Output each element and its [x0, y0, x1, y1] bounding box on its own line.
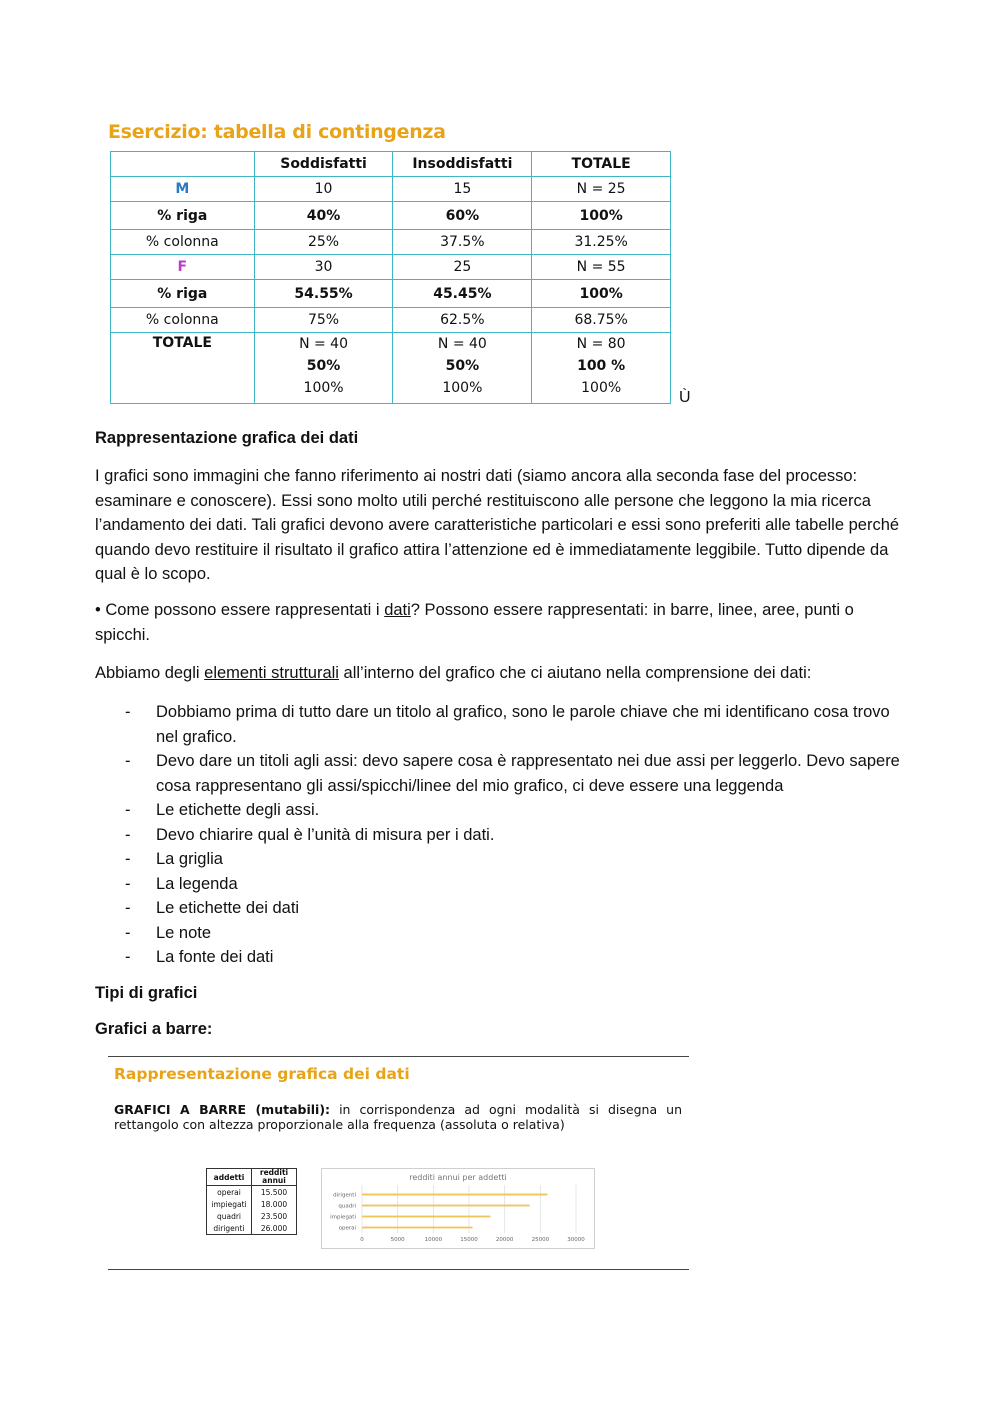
table-cell: 62.5% [393, 308, 532, 333]
list-item: - La fonte dei dati [95, 945, 905, 970]
table-cell [393, 333, 532, 404]
table-row [111, 333, 671, 404]
x-tick-label: 5000 [390, 1237, 405, 1243]
list-item: - La griglia [95, 847, 905, 872]
paragraph [95, 598, 905, 647]
slide-title: Rappresentazione grafica dei dati [114, 1065, 410, 1083]
table-row [207, 1222, 297, 1235]
bar [362, 1227, 473, 1229]
table-row [111, 280, 671, 308]
cell-line: 50% [445, 358, 480, 374]
row-label: % riga [111, 280, 255, 308]
bar [362, 1194, 547, 1196]
row-label-f: F [111, 255, 255, 280]
text-span: Abbiamo degli [95, 664, 205, 682]
table-cell: 15 [393, 177, 532, 202]
paragraph [95, 661, 905, 686]
x-tick-label: 25000 [531, 1237, 550, 1243]
column-header-totale: TOTALE [532, 152, 671, 177]
x-tick-label: 15000 [460, 1237, 478, 1243]
row-label: % colonna [111, 230, 255, 255]
table-cell: impiegati [207, 1198, 252, 1210]
list-item: - Devo chiarire qual è l’unità di misura per i dati. [95, 823, 905, 848]
table-row [207, 1210, 297, 1222]
table-cell: quadri [207, 1210, 252, 1222]
table-row [207, 1198, 297, 1210]
table-cell: 25 [393, 255, 532, 280]
table-row [111, 255, 671, 280]
table-cell: 68.75% [532, 308, 671, 333]
list-item: - Dobbiamo prima di tutto dare un titolo al grafico, sono le parole chiave che mi identificano cosa trovo nel grafico. [95, 700, 905, 749]
table-cell: N = 55 [532, 255, 671, 280]
table-cell: 100% [532, 202, 671, 230]
text-span: GRAFICI A BARRE (mutabili): [114, 1102, 331, 1117]
table-cell: 31.25% [532, 230, 671, 255]
list-item: - Le etichette degli assi. [95, 798, 905, 823]
list-item: - Le note [95, 921, 905, 946]
list-item: - Devo dare un titoli agli assi: devo sapere cosa è rappresentato nei due assi per leggerlo. Devo sapere cosa rappresentano gli assi/spicchi/linee del mio grafico, ci deve essere una leggenda [95, 749, 905, 798]
table-cell: 60% [393, 202, 532, 230]
table-cell: 15.500 [252, 1186, 297, 1199]
table-row [111, 177, 671, 202]
text-span: elementi strutturali [204, 664, 339, 682]
cell-line: 100% [442, 380, 483, 396]
bar [362, 1216, 490, 1218]
cell-line: N = 40 [437, 336, 487, 352]
table-cell: N = 25 [532, 177, 671, 202]
table-row [207, 1169, 297, 1186]
exercise-title: Esercizio: tabella di contingenza [108, 121, 446, 143]
table-cell: 100% [532, 280, 671, 308]
cell-line: 100 % [577, 358, 626, 374]
table-row [111, 308, 671, 333]
bar-chart [321, 1168, 595, 1249]
column-header-soddisfatti: Soddisfatti [254, 152, 393, 177]
table-cell: 18.000 [252, 1198, 297, 1210]
list-item: - La legenda [95, 872, 905, 897]
list-item: - Le etichette dei dati [95, 896, 905, 921]
table-cell: 23.500 [252, 1210, 297, 1222]
table-header: redditi annui [252, 1169, 297, 1186]
stray-character: Ù [679, 389, 691, 406]
chart-svg [322, 1169, 594, 1248]
column-header-insoddisfatti: Insoddisfatti [393, 152, 532, 177]
paragraph: I grafici sono immagini che fanno riferimento ai nostri dati (siamo ancora alla seconda fase del processo: esaminare e conoscere). Essi sono molto utili perché restituiscono alle persone che leggono la mia ricerca l’andamento dei dati. Tali grafici devono avere caratteristiche particolari e essi sono preferiti alle tabelle perché quando devo restituire il risultato il grafico attira l’attenzione ed è immediatamente leggibile. Tutto dipende da qual è lo scopo. [95, 467, 900, 583]
income-table [206, 1168, 297, 1235]
slide-image [108, 1056, 689, 1270]
table-cell: 37.5% [393, 230, 532, 255]
table-cell: 25% [254, 230, 393, 255]
chart-title: redditi annui per addetti [409, 1173, 507, 1182]
y-category-label: operai [338, 1225, 356, 1232]
table-cell: dirigenti [207, 1222, 252, 1235]
cell-line: N = 80 [576, 336, 626, 352]
cell-line: 100% [303, 380, 344, 396]
x-tick-label: 0 [360, 1237, 364, 1243]
row-label: % colonna [111, 308, 255, 333]
row-label-totale: TOTALE [111, 333, 255, 404]
table-header: addetti [207, 1169, 252, 1186]
y-category-label: dirigenti [333, 1192, 356, 1199]
table-cell [254, 333, 393, 404]
row-label-m: M [111, 177, 255, 202]
table-row [111, 152, 671, 177]
table-row [111, 230, 671, 255]
table-cell: 75% [254, 308, 393, 333]
row-label: % riga [111, 202, 255, 230]
table-cell: 45.45% [393, 280, 532, 308]
x-tick-label: 20000 [495, 1237, 514, 1243]
slide-description [114, 1103, 682, 1132]
table-cell: 40% [254, 202, 393, 230]
text-span: in corrispondenza ad ogni modalità si disegna un rettangolo con altezza proporzionale alla frequenza (assoluta o relativa) [114, 1102, 682, 1132]
x-tick-label: 10000 [424, 1237, 443, 1243]
bar [362, 1205, 530, 1207]
section-heading: Grafici a barre: [95, 1020, 213, 1038]
table-cell: 54.55% [254, 280, 393, 308]
elements-list [95, 700, 905, 970]
y-category-label: quadri [338, 1203, 356, 1210]
table-cell: operai [207, 1186, 252, 1199]
text-span: • Come possono essere rappresentati i [95, 601, 385, 619]
table-cell [111, 152, 255, 177]
cell-line: 50% [306, 358, 341, 374]
cell-line: 100% [581, 380, 622, 396]
x-tick-label: 30000 [567, 1237, 585, 1243]
table-cell [532, 333, 671, 404]
table-row [111, 202, 671, 230]
section-heading: Tipi di grafici [95, 984, 198, 1002]
section-heading: Rappresentazione grafica dei dati [95, 429, 359, 447]
table-cell: 30 [254, 255, 393, 280]
y-category-label: impiegati [330, 1214, 356, 1221]
text-span: ? Possono essere rappresentati: in barre, linee, aree, punti o spicchi. [95, 601, 854, 644]
text-span: dati [384, 601, 411, 619]
table-cell: 10 [254, 177, 393, 202]
contingency-table [110, 151, 671, 404]
text-span: all’interno del grafico che ci aiutano nella comprensione dei dati: [338, 664, 812, 682]
table-row [207, 1186, 297, 1199]
table-cell: 26.000 [252, 1222, 297, 1235]
cell-line: N = 40 [299, 336, 348, 352]
